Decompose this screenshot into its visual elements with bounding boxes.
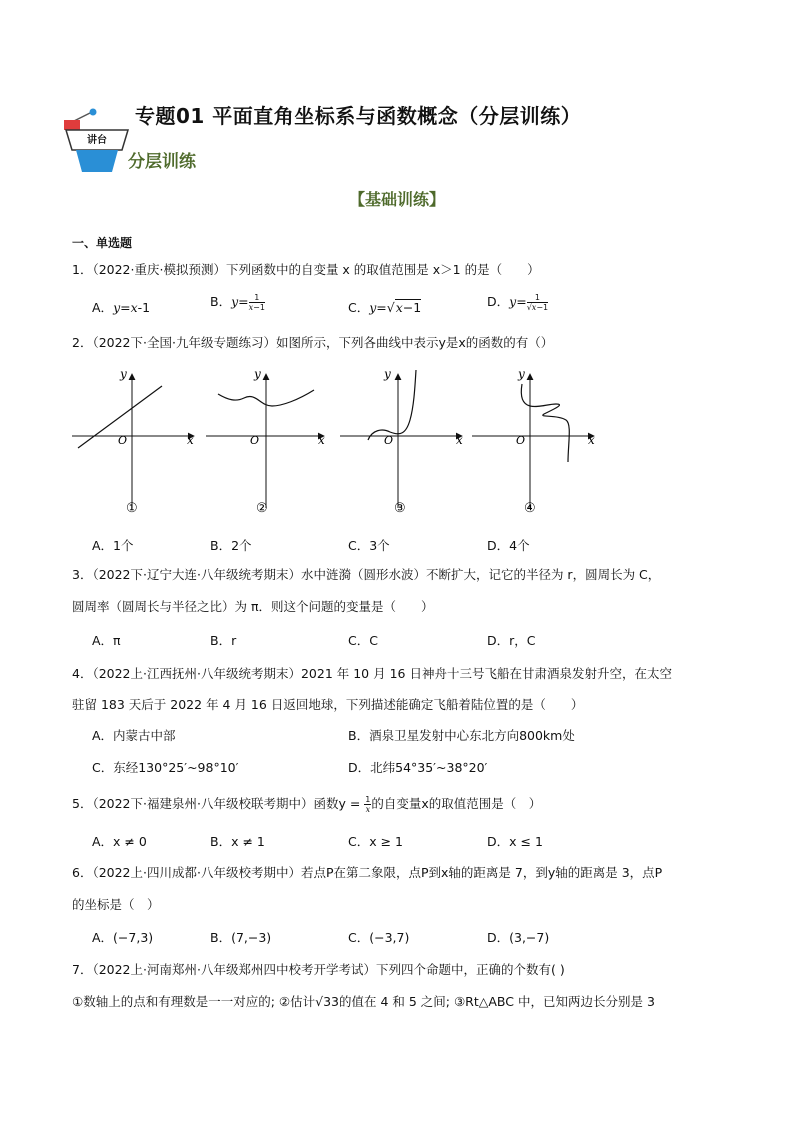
q1-option-a: A．y=x-1 (92, 300, 151, 315)
question-4-line2: 驻留 183 天后于 2022 年 4 月 16 日返回地球，下列描述能确定飞船着陆位置的是（ ） (72, 697, 584, 712)
q4-option-d: D．北纬54°35′~38°20′ (348, 760, 488, 775)
q3-option-c: C．C (348, 633, 378, 648)
page-title: 专题01 平面直角坐标系与函数概念（分层训练） (135, 104, 582, 128)
svg-text:O: O (516, 434, 526, 447)
figure-label-3: ③ (394, 501, 406, 516)
svg-text:y: y (518, 367, 525, 381)
svg-text:x: x (588, 433, 595, 447)
question-3-line2: 圆周率（圆周长与半径之比）为 π．则这个问题的变量是（ ） (72, 599, 434, 614)
q1-option-b: B．y= $\frac{1}{x-1}$ (210, 293, 265, 312)
graph-4 (472, 374, 594, 508)
figure-label-2: ② (256, 501, 268, 516)
q1-option-c: C．y=√x−1 (348, 300, 422, 315)
q1-option-d: D．y= $\frac{1}{√x-1}$ (487, 293, 549, 312)
q5-option-a: A．x ≠ 0 (92, 834, 147, 849)
figure-label-4: ④ (524, 501, 536, 516)
q6-option-a: A．(−7,3) (92, 930, 154, 945)
function-curves-figure (60, 360, 620, 520)
podium-logo (62, 108, 132, 174)
graph-2 (206, 374, 324, 508)
q3-option-a: A．π (92, 633, 121, 648)
q2-option-d: D．4个 (487, 538, 530, 553)
q4-option-c: C．东经130°25′~98°10′ (92, 760, 239, 775)
q5-option-d: D．x ≤ 1 (487, 834, 543, 849)
section-title: 【基础训练】 (348, 190, 445, 209)
graph-3 (340, 370, 462, 508)
q4-option-b: B．酒泉卫星发射中心东北方向800km处 (348, 728, 575, 743)
q2-option-a: A．1个 (92, 538, 134, 553)
question-1-stem: 1．（2022·重庆·模拟预测）下列函数中的自变量 x 的取值范围是 x＞1 的是（ ） (72, 262, 540, 277)
svg-text:x: x (187, 433, 194, 447)
graph-1 (72, 374, 194, 508)
q4-option-a: A．内蒙古中部 (92, 728, 176, 743)
q2-option-c: C．3个 (348, 538, 390, 553)
svg-text:O: O (250, 434, 260, 447)
question-2-stem: 2．（2022下·全国·九年级专题练习）如图所示，下列各曲线中表示y是x的函数的有（） (72, 335, 554, 350)
question-6-line1: 6．（2022上·四川成都·八年级校考期中）若点P在第二象限，点P到x轴的距离是 7，到y轴的距离是 3，点P (72, 865, 663, 880)
question-3-line1: 3．（2022下·辽宁大连·八年级统考期末）水中涟漪（圆形水波）不断扩大，记它的半径为 r，圆周长为 C， (72, 567, 661, 582)
svg-text:讲台: 讲台 (87, 135, 107, 146)
page-subtitle: 分层训练 (128, 152, 196, 172)
question-4-line1: 4．（2022上·江西抚州·八年级统考期末）2021 年 10 月 16 日神舟十三号飞船在甘肃酒泉发射升空，在太空 (72, 666, 672, 681)
svg-text:y: y (254, 367, 261, 381)
question-7-line1: 7．（2022上·河南郑州·八年级郑州四中校考开学考试）下列四个命题中，正确的个数有( ) (72, 962, 565, 977)
svg-text:x: x (318, 433, 325, 447)
figure-label-1: ① (126, 501, 138, 516)
podium-icon (62, 108, 132, 174)
q5-option-b: B．x ≠ 1 (210, 834, 265, 849)
question-5-stem: 5．（2022下·福建泉州·八年级校联考期中）函数y = $\frac{1}{x}$ 的自变量x的取值范围是（ ） (72, 795, 542, 814)
question-6-line2: 的坐标是（ ） (72, 897, 160, 912)
svg-text:x: x (456, 433, 463, 447)
q6-option-b: B．(7,−3) (210, 930, 272, 945)
part-label: 一、单选题 (72, 236, 133, 250)
q6-option-c: C．(−3,7) (348, 930, 410, 945)
q2-option-b: B．2个 (210, 538, 252, 553)
svg-text:O: O (384, 434, 394, 447)
q6-option-d: D．(3,−7) (487, 930, 550, 945)
svg-text:y: y (120, 367, 127, 381)
svg-text:y: y (384, 367, 391, 381)
q3-option-d: D．r，C (487, 633, 536, 648)
q5-option-c: C．x ≥ 1 (348, 834, 403, 849)
svg-text:O: O (118, 434, 128, 447)
question-7-line2: ①数轴上的点和有理数是一一对应的; ②估计√33的值在 4 和 5 之间; ③Rt△ABC 中，已知两边长分别是 3 (72, 994, 655, 1009)
q3-option-b: B．r (210, 633, 237, 648)
